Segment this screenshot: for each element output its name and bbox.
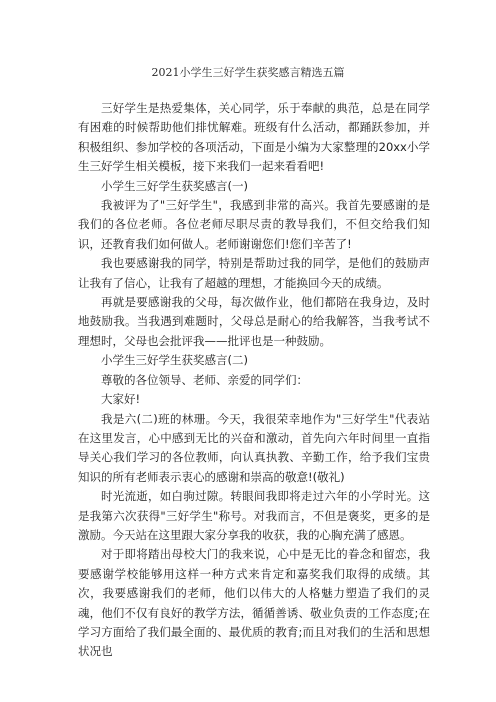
section-heading-1: 小学生三好学生获奖感言(一) [101,178,248,193]
paragraph: 我也要感谢我的同学，特别是帮助过我的同学，是他们的鼓励声让我有了信心，让我有了超越的理想，才能换回今天的成绩。 [78,256,430,290]
paragraph: 我被评为了"三好学生"，我感到非常的高兴。我首先要感谢的是我们的各位老师。各位老师尽职尽责的教导我们，不但交给我们知识，还教育我们如何做人。老师谢谢您们!您们辛苦了! [78,198,430,251]
paragraph: 对于即将踏出母校大门的我来说，心中是无比的眷念和留恋，我要感谢学校能够用这样一种方式来肯定和嘉奖我们取得的成绩。其次，我要感谢我们的老师，他们以伟大的人格魅力塑造了我们的灵魂，他们不仅有良好的教学方法，循循善诱、敬业负责的工作态度;在学习方面给了我们最全面的、最优质的教育;而且对我们的生活和思想状况也 [78,547,430,659]
salutation: 尊敬的各位领导、老师、亲爱的同学们： [101,372,308,387]
paragraph: 时光流逝，如白驹过隙。转眼间我即将走过六年的小学时光。这是我第六次获得"三好学生"称号。对我而言，不但是褒奖，更多的是激励。今天站在这里跟大家分享我的收获，我的心胸充满了感恩。 [78,489,430,542]
paragraph: 我是六(二)班的林珊。今天，我很荣幸地作为"三好学生"代表站在这里发言，心中感到无比的兴奋和激动，首先向六年时间里一直指导关心我们学习的各位教师，向认真执教、辛勤工作，给予我们宝贵知识的所有老师表示衷心的感谢和崇高的敬意!(敬礼) [78,411,430,484]
section-heading-2: 小学生三好学生获奖感言(二) [101,353,248,368]
intro-paragraph: 三好学生是热爱集体，关心同学，乐于奉献的典范，总是在同学有困难的时候帮助他们排忧解难。班级有什么活动，都踊跃参加，并积极组织、参加学校的各项活动，下面是小编为大家整理的20xx小学生三好学生相关模板，接下来我们一起来看看吧! [78,101,430,174]
document-body [78,99,430,662]
greeting: 大家好! [101,392,141,407]
paragraph: 再就是要感谢我的父母，每次做作业，他们都陪在我身边，及时地鼓励我。当我遇到难题时，父母总是耐心的给我解答，当我考试不理想时，父母也会批评我——批评也是一种鼓励。 [78,295,430,348]
document-title: 2021小学生三好学生获奖感言精选五篇 [151,66,345,79]
